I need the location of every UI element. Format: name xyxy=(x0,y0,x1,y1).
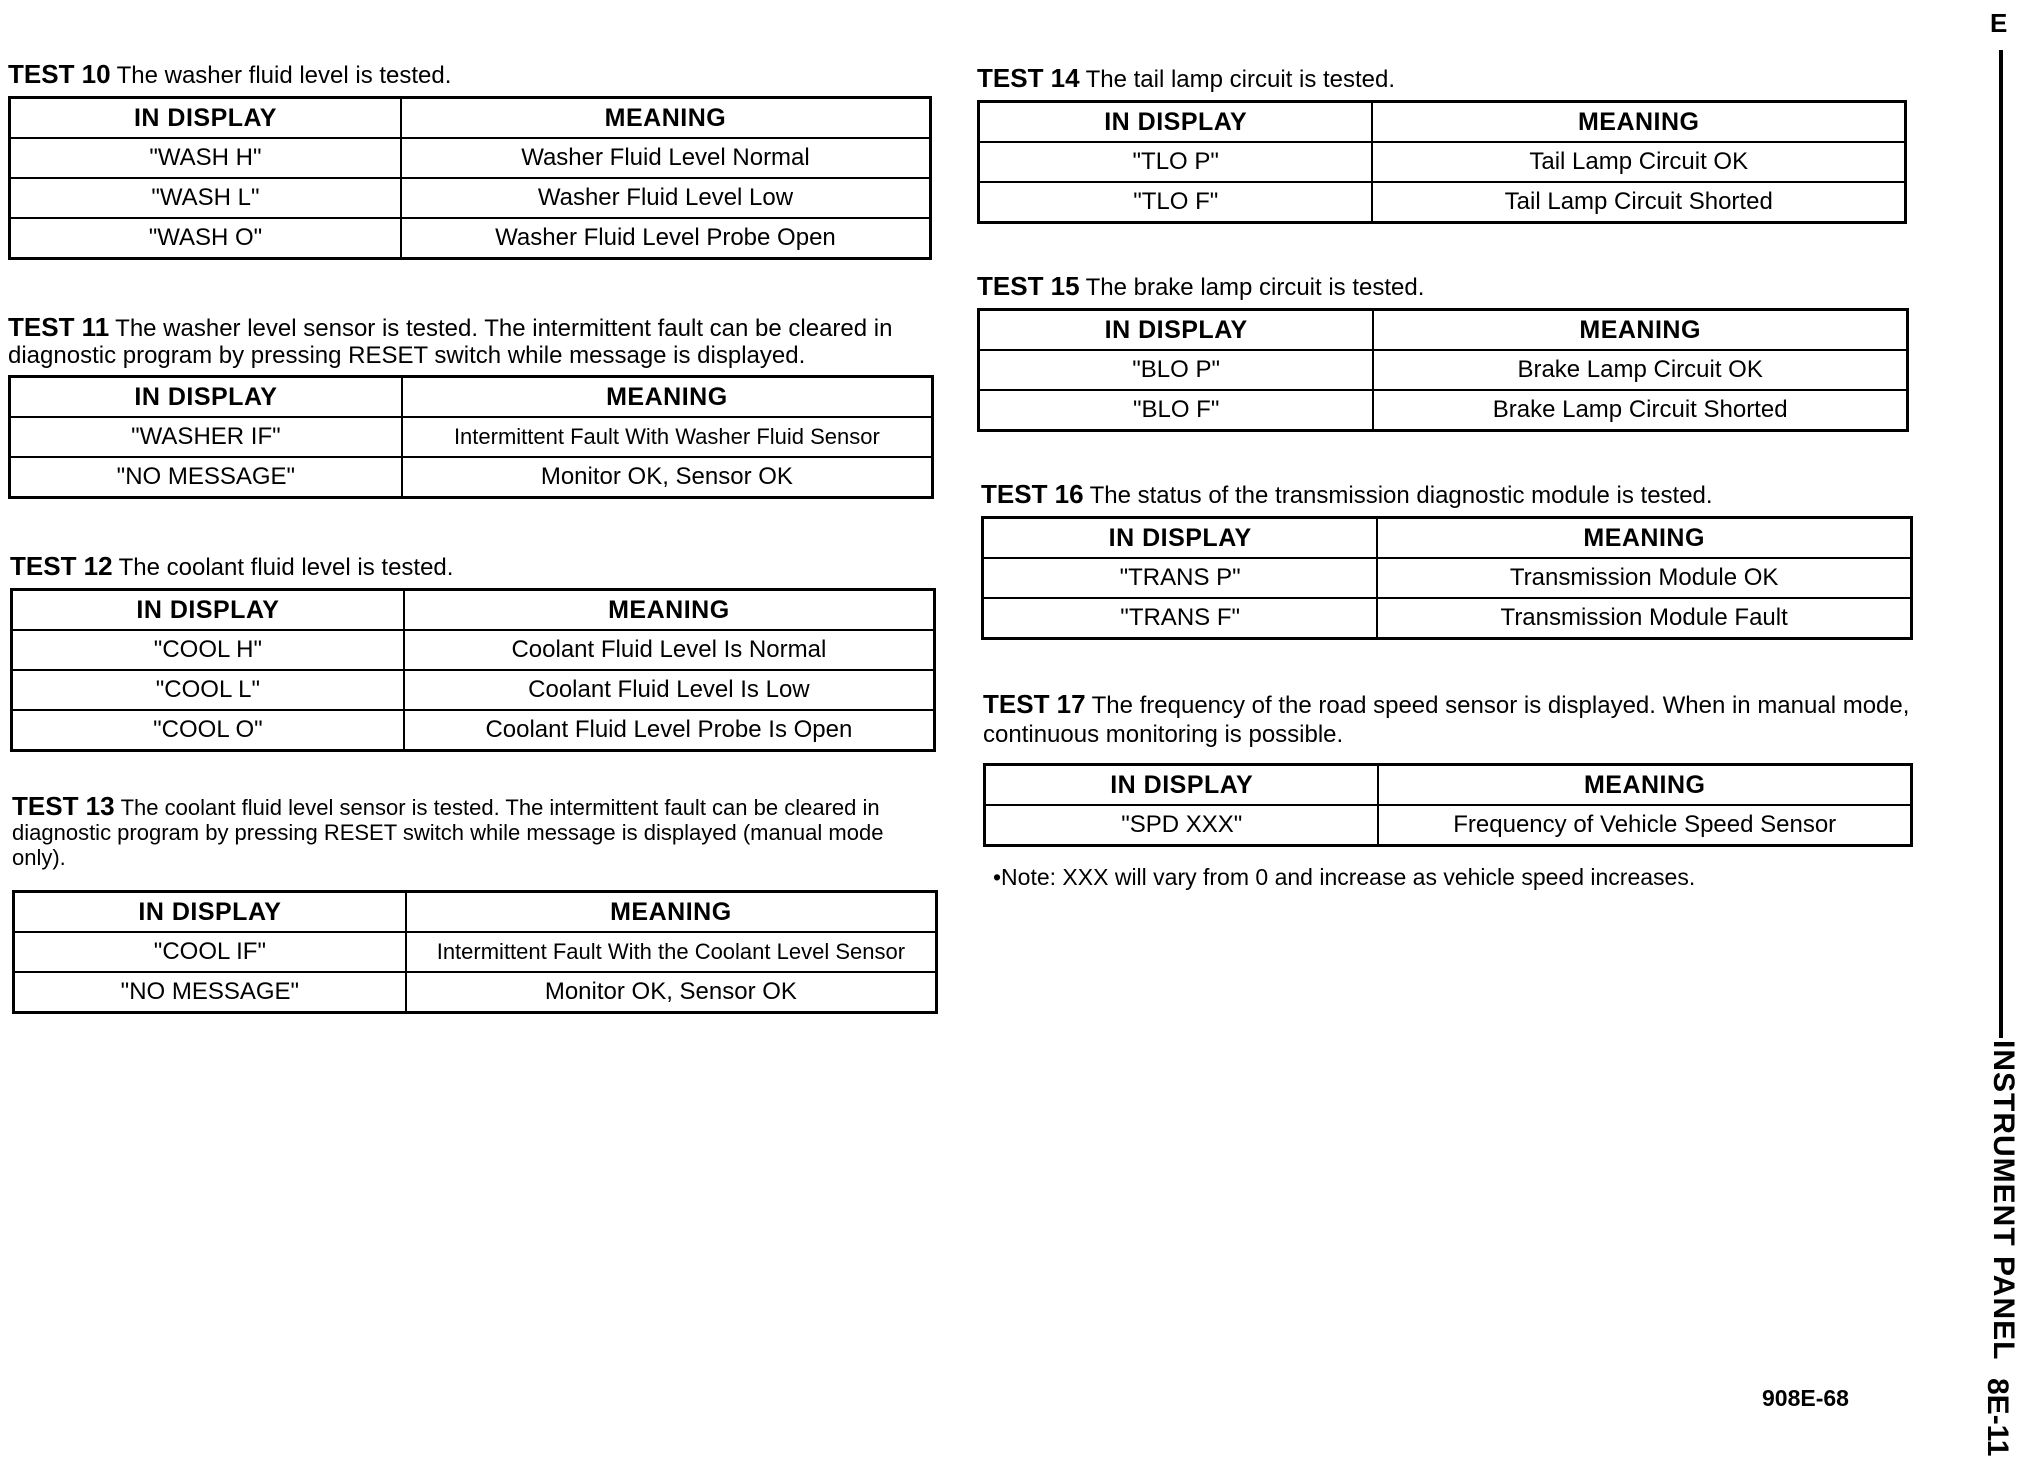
table-row xyxy=(10,457,933,498)
test-13-section xyxy=(12,791,938,1014)
header-meaning: MEANING xyxy=(1377,518,1911,559)
table-row xyxy=(979,350,1908,390)
table-header-row xyxy=(14,892,937,933)
meaning-cell: Brake Lamp Circuit OK xyxy=(1373,350,1907,390)
header-in-display: IN DISPLAY xyxy=(10,377,402,418)
meaning-cell: Monitor OK, Sensor OK xyxy=(402,457,933,498)
meaning-cell: Frequency of Vehicle Speed Sensor xyxy=(1378,805,1911,846)
display-cell: "TRANS F" xyxy=(983,598,1378,639)
header-in-display: IN DISPLAY xyxy=(983,518,1378,559)
table-row xyxy=(12,710,935,751)
test-description: The brake lamp circuit is tested. xyxy=(1085,274,1425,301)
meaning-cell: Coolant Fluid Level Is Normal xyxy=(404,630,935,670)
meaning-cell: Tail Lamp Circuit OK xyxy=(1372,142,1905,182)
meaning-cell: Coolant Fluid Level Is Low xyxy=(404,670,935,710)
table-row xyxy=(10,218,931,259)
header-in-display: IN DISPLAY xyxy=(979,102,1373,143)
test-description: The status of the transmission diagnostic module is tested. xyxy=(1089,482,1713,509)
test-13-heading xyxy=(12,791,938,870)
header-in-display: IN DISPLAY xyxy=(12,590,404,631)
header-in-display: IN DISPLAY xyxy=(10,98,401,139)
test-number: TEST 15 xyxy=(977,271,1080,301)
test-description: The tail lamp circuit is tested. xyxy=(1085,66,1396,93)
table-row xyxy=(10,138,931,178)
test-10-section xyxy=(8,60,932,260)
test-17-table xyxy=(983,763,1913,847)
meaning-cell: Washer Fluid Level Probe Open xyxy=(401,218,931,259)
test-description: The washer level sensor is tested. The intermittent fault can be cleared in diagnostic program by pressing RESET switch while message is displayed. xyxy=(8,315,893,369)
display-cell: "NO MESSAGE" xyxy=(14,972,406,1013)
header-meaning: MEANING xyxy=(1373,310,1907,351)
speed-note: •Note: XXX will vary from 0 and increase as vehicle speed increases. xyxy=(993,864,1696,890)
table-header-row xyxy=(979,310,1908,351)
test-number: TEST 13 xyxy=(12,791,115,821)
display-cell: "BLO F" xyxy=(979,390,1374,431)
display-cell: "NO MESSAGE" xyxy=(10,457,402,498)
table-row xyxy=(985,805,1912,846)
test-11-section xyxy=(8,314,934,499)
table-row xyxy=(983,558,1912,598)
test-description: The washer fluid level is tested. xyxy=(116,62,452,89)
test-15-table xyxy=(977,308,1909,432)
table-header-row xyxy=(12,590,935,631)
test-number: TEST 10 xyxy=(8,59,111,89)
table-header-row xyxy=(10,98,931,139)
test-number: TEST 11 xyxy=(8,312,110,342)
display-cell: "WASH L" xyxy=(10,178,401,218)
meaning-cell: Brake Lamp Circuit Shorted xyxy=(1373,390,1907,431)
test-number: TEST 14 xyxy=(977,63,1080,93)
meaning-cell: Washer Fluid Level Low xyxy=(401,178,931,218)
test-number: TEST 12 xyxy=(10,551,113,581)
table-header-row xyxy=(983,518,1912,559)
figure-id: 908E-68 xyxy=(1762,1385,1849,1411)
table-row xyxy=(14,972,937,1013)
display-cell: "WASH H" xyxy=(10,138,401,178)
header-meaning: MEANING xyxy=(402,377,933,418)
display-cell: "BLO P" xyxy=(979,350,1374,390)
display-cell: "WASH O" xyxy=(10,218,401,259)
test-14-section xyxy=(977,64,1907,224)
test-12-section xyxy=(10,552,936,752)
table-row xyxy=(12,630,935,670)
display-cell: "COOL H" xyxy=(12,630,404,670)
test-14-heading xyxy=(977,64,1907,94)
header-meaning: MEANING xyxy=(401,98,931,139)
test-15-section xyxy=(977,272,1909,432)
meaning-cell: Tail Lamp Circuit Shorted xyxy=(1372,182,1905,223)
display-cell: "SPD XXX" xyxy=(985,805,1379,846)
meaning-cell: Monitor OK, Sensor OK xyxy=(406,972,937,1013)
test-number: TEST 17 xyxy=(983,689,1086,719)
test-12-heading xyxy=(10,552,936,582)
table-row xyxy=(10,417,933,457)
header-in-display: IN DISPLAY xyxy=(14,892,406,933)
test-12-table xyxy=(10,588,936,752)
meaning-cell: Transmission Module Fault xyxy=(1377,598,1911,639)
meaning-cell: Washer Fluid Level Normal xyxy=(401,138,931,178)
test-description: The coolant fluid level sensor is tested. The intermittent fault can be cleared in diagnostic program by pressing RESET switch while message is displayed (manual mode only). xyxy=(12,795,884,870)
header-meaning: MEANING xyxy=(1372,102,1905,143)
display-cell: "TLO F" xyxy=(979,182,1373,223)
test-description: The frequency of the road speed sensor is displayed. When in manual mode, continuous monitoring is possible. xyxy=(983,692,1910,748)
table-row xyxy=(979,390,1908,431)
meaning-cell: Intermittent Fault With Washer Fluid Sensor xyxy=(402,417,933,457)
display-cell: "COOL IF" xyxy=(14,932,406,972)
table-row xyxy=(979,142,1906,182)
meaning-cell: Intermittent Fault With the Coolant Level Sensor xyxy=(406,932,937,972)
test-14-table xyxy=(977,100,1907,224)
display-cell: "WASHER IF" xyxy=(10,417,402,457)
test-16-section xyxy=(981,480,1913,640)
test-description: The coolant fluid level is tested. xyxy=(118,554,454,581)
test-number: TEST 16 xyxy=(981,479,1084,509)
test-17-heading xyxy=(983,690,1913,749)
meaning-cell: Transmission Module OK xyxy=(1377,558,1911,598)
test-17-section xyxy=(983,690,1913,847)
table-row xyxy=(14,932,937,972)
test-13-table xyxy=(12,890,938,1014)
tab-divider-top xyxy=(1999,50,2003,1038)
section-tab-letter: E xyxy=(1990,8,2008,38)
test-16-table xyxy=(981,516,1913,640)
meaning-cell: Coolant Fluid Level Probe Is Open xyxy=(404,710,935,751)
test-16-heading xyxy=(981,480,1913,510)
test-11-table xyxy=(8,375,934,499)
page-code-text: 8E-11 xyxy=(1981,1378,2014,1457)
table-header-row xyxy=(979,102,1906,143)
table-header-row xyxy=(985,765,1912,806)
display-cell: "TRANS P" xyxy=(983,558,1378,598)
page-code xyxy=(1978,1378,2018,1458)
table-row xyxy=(12,670,935,710)
display-cell: "COOL L" xyxy=(12,670,404,710)
test-11-heading xyxy=(8,314,934,369)
test-15-heading xyxy=(977,272,1909,302)
display-cell: "COOL O" xyxy=(12,710,404,751)
header-in-display: IN DISPLAY xyxy=(985,765,1379,806)
side-label-instrument-panel: INSTRUMENT PANEL xyxy=(1987,1040,2020,1361)
header-meaning: MEANING xyxy=(406,892,937,933)
table-row xyxy=(979,182,1906,223)
header-meaning: MEANING xyxy=(1378,765,1911,806)
header-meaning: MEANING xyxy=(404,590,935,631)
display-cell: "TLO P" xyxy=(979,142,1373,182)
table-row xyxy=(983,598,1912,639)
table-header-row xyxy=(10,377,933,418)
test-10-table xyxy=(8,96,932,260)
table-row xyxy=(10,178,931,218)
test-10-heading xyxy=(8,60,932,90)
header-in-display: IN DISPLAY xyxy=(979,310,1374,351)
